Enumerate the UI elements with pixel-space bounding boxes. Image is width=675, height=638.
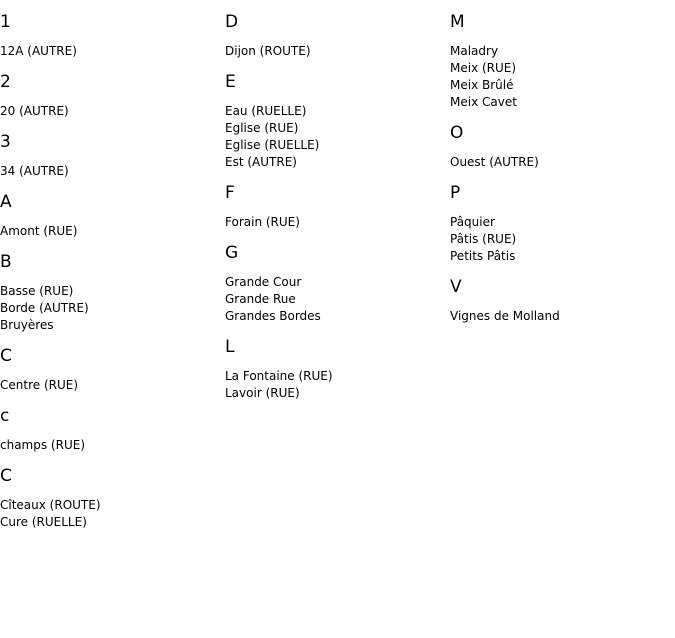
- letter-group: [0, 466, 220, 531]
- group-letter-heading: B: [0, 252, 12, 272]
- street-list: [450, 43, 670, 111]
- street-link[interactable]: La Fontaine (RUE): [225, 369, 333, 383]
- letter-group: [450, 183, 670, 265]
- street-link[interactable]: Eau (RUELLE): [225, 104, 307, 118]
- street-link[interactable]: Meix Cavet: [450, 95, 517, 109]
- street-list: [225, 368, 445, 402]
- street-link[interactable]: Grande Rue: [225, 292, 296, 306]
- group-letter-heading: 3: [0, 132, 11, 152]
- street-list: [450, 308, 670, 325]
- letter-group: [225, 72, 445, 171]
- group-letter-heading: V: [450, 277, 462, 297]
- street-list: [225, 214, 445, 231]
- street-link[interactable]: Grande Cour: [225, 275, 302, 289]
- letter-group: [0, 346, 220, 394]
- street-list: [0, 43, 220, 60]
- street-link[interactable]: Petits Pâtis: [450, 249, 516, 263]
- group-letter-heading: E: [225, 72, 236, 92]
- street-list: [225, 274, 445, 325]
- street-list: [450, 154, 670, 171]
- street-link[interactable]: Forain (RUE): [225, 215, 300, 229]
- street-link[interactable]: Dijon (ROUTE): [225, 44, 311, 58]
- street-link[interactable]: Bruyères: [0, 318, 54, 332]
- group-letter-heading: 1: [0, 12, 11, 32]
- street-link[interactable]: Eglise (RUELLE): [225, 138, 320, 152]
- index-column: [450, 0, 670, 331]
- street-list: [225, 103, 445, 171]
- group-letter-heading: M: [450, 12, 465, 32]
- letter-group: [0, 72, 220, 120]
- letter-group: [450, 12, 670, 111]
- street-link[interactable]: 20 (AUTRE): [0, 104, 69, 118]
- letter-group: [0, 406, 220, 454]
- street-link[interactable]: Lavoir (RUE): [225, 386, 300, 400]
- street-link[interactable]: champs (RUE): [0, 438, 85, 452]
- street-link[interactable]: Ouest (AUTRE): [450, 155, 539, 169]
- group-letter-heading: c: [0, 406, 10, 426]
- letter-group: [450, 277, 670, 325]
- street-link[interactable]: Pâtis (RUE): [450, 232, 517, 246]
- street-link[interactable]: Vignes de Molland: [450, 309, 560, 323]
- letter-group: [0, 192, 220, 240]
- letter-group: [0, 132, 220, 180]
- letter-group: [225, 337, 445, 402]
- group-letter-heading: C: [0, 346, 12, 366]
- group-letter-heading: L: [225, 337, 235, 357]
- group-letter-heading: 2: [0, 72, 11, 92]
- street-list: [0, 223, 220, 240]
- street-list: [0, 103, 220, 120]
- letter-group: [0, 12, 220, 60]
- street-link[interactable]: Est (AUTRE): [225, 155, 297, 169]
- group-letter-heading: D: [225, 12, 239, 32]
- street-link[interactable]: Maladry: [450, 44, 499, 58]
- street-link[interactable]: Amont (RUE): [0, 224, 78, 238]
- street-link[interactable]: Cîteaux (ROUTE): [0, 498, 101, 512]
- street-link[interactable]: Borde (AUTRE): [0, 301, 89, 315]
- group-letter-heading: F: [225, 183, 235, 203]
- group-letter-heading: A: [0, 192, 12, 212]
- group-letter-heading: G: [225, 243, 239, 263]
- street-list: [0, 283, 220, 334]
- street-list: [0, 163, 220, 180]
- street-list: [0, 377, 220, 394]
- street-link[interactable]: Cure (RUELLE): [0, 515, 87, 529]
- letter-group: [225, 12, 445, 60]
- index-column: [225, 0, 445, 408]
- letter-group: [225, 183, 445, 231]
- street-list: [0, 497, 220, 531]
- index-column: [0, 0, 220, 537]
- street-link[interactable]: Pâquier: [450, 215, 495, 229]
- letter-group: [450, 123, 670, 171]
- street-link[interactable]: 34 (AUTRE): [0, 164, 69, 178]
- street-link[interactable]: Basse (RUE): [0, 284, 74, 298]
- street-list: [225, 43, 445, 60]
- group-letter-heading: C: [0, 466, 12, 486]
- street-link[interactable]: Meix Brûlé: [450, 78, 514, 92]
- street-link[interactable]: Eglise (RUE): [225, 121, 299, 135]
- street-list: [0, 437, 220, 454]
- group-letter-heading: P: [450, 183, 461, 203]
- street-list: [450, 214, 670, 265]
- letter-group: [225, 243, 445, 325]
- letter-group: [0, 252, 220, 334]
- street-link[interactable]: Centre (RUE): [0, 378, 79, 392]
- group-letter-heading: O: [450, 123, 464, 143]
- street-link[interactable]: Meix (RUE): [450, 61, 517, 75]
- street-link[interactable]: 12A (AUTRE): [0, 44, 77, 58]
- street-link[interactable]: Grandes Bordes: [225, 309, 321, 323]
